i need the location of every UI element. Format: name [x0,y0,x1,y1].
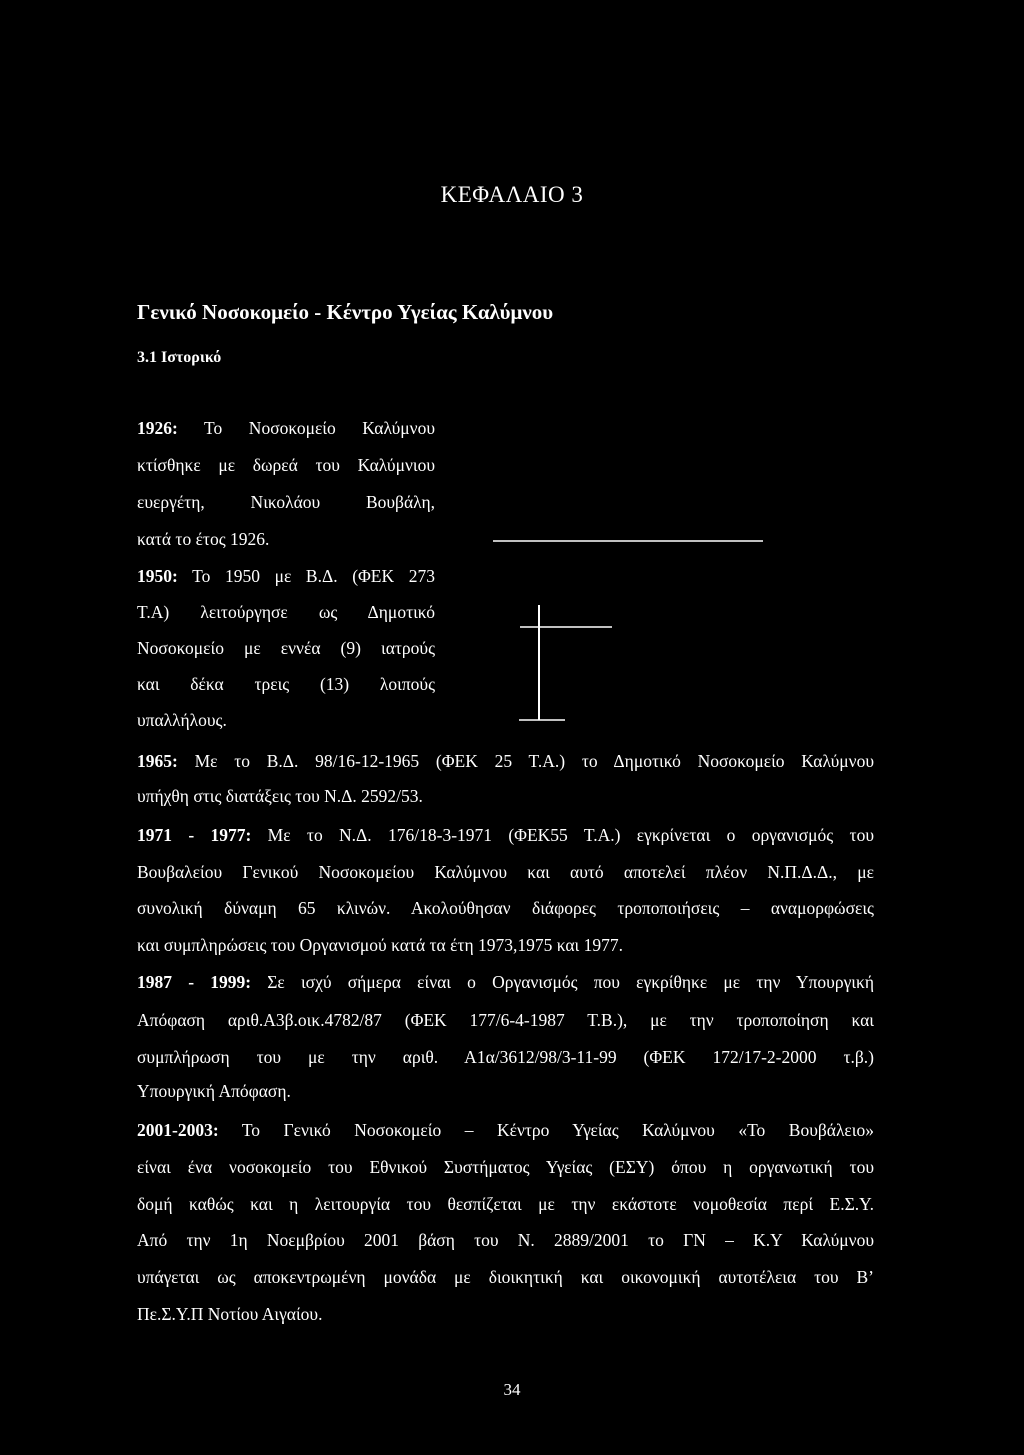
text-line: Τ.Α) λειτούργησε ως Δημοτικό [137,602,435,622]
text-line: συνολική δύναμη 65 κλινών. Ακολούθησαν διάφορες τροποποιήσεις – αναμορφώσεις [137,898,874,918]
text-line: 1965: Με το Β.Δ. 98/16-12-1965 (ΦΕΚ 25 Τ.Α.) το Δημοτικό Νοσοκομείο Καλύμνου [137,751,874,771]
text-line: 1971 - 1977: Με το Ν.Δ. 176/18-3-1971 (ΦΕΚ55 Τ.Α.) εγκρίνεται ο οργανισμός του [137,825,874,845]
text-line: 1987 - 1999: Σε ισχύ σήμερα είναι ο Οργανισμός που εγκρίθηκε με την Υπουργική [137,972,874,992]
text-line: υπαλλήλους. [137,710,227,730]
text-line: και συμπληρώσεις του Οργανισμού κατά τα έτη 1973,1975 και 1977. [137,935,624,955]
page-number: 34 [503,1380,521,1399]
text-line: υπήχθη στις διατάξεις του Ν.Δ. 2592/53. [137,786,423,806]
text-line: Νοσοκομείο με εννέα (9) ιατρούς [137,638,435,658]
text-line: κατά το έτος 1926. [137,529,270,549]
text-line: δομή καθώς και η λειτουργία του θεσπίζεται με την εκάστοτε νομοθεσία περί Ε.Σ.Υ. [137,1194,874,1214]
text-line: Υπουργική Απόφαση. [137,1081,291,1101]
text-line: ευεργέτη, Νικολάου Βουβάλη, [137,492,435,512]
section-title: Γενικό Νοσοκομείο - Κέντρο Υγείας Καλύμνου [137,300,554,324]
text-line: 1926: Το Νοσοκομείο Καλύμνου [137,418,435,438]
subsection-title: 3.1 Ιστορικό [137,349,222,366]
chapter-heading: ΚΕΦΑΛΑΙΟ 3 [440,182,584,207]
text-line: Βουβαλείου Γενικού Νοσοκομείου Καλύμνου και αυτό αποτελεί πλέον Ν.Π.Δ.Δ., με [137,862,874,882]
text-line: 1950: Το 1950 με Β.Δ. (ΦΕΚ 273 [137,566,435,586]
text-line: και δέκα τρεις (13) λοιπούς [137,674,435,694]
text-line: κτίσθηκε με δωρεά του Καλύμνιου [137,455,435,475]
text-line: είναι ένα νοσοκομείο του Εθνικού Συστήματος Υγείας (ΕΣΥ) όπου η οργανωτική του [137,1157,874,1177]
text-line: 2001-2003: Το Γενικό Νοσοκομείο – Κέντρο Υγείας Καλύμνου «Το Βουβάλειο» [137,1120,874,1140]
text-line: υπάγεται ως αποκεντρωμένη μονάδα με διοικητική και οικονομική αυτοτέλεια του Β’ [137,1267,874,1287]
text-line: Απόφαση αριθ.Α3β.οικ.4782/87 (ΦΕΚ 177/6-4-1987 Τ.Β.), με την τροποποίηση και [137,1010,874,1030]
text-line: Από την 1η Νοεμβρίου 2001 βάση του Ν. 2889/2001 το ΓΝ – Κ.Υ Καλύμνου [137,1230,874,1250]
text-line: Πε.Σ.Υ.Π Νοτίου Αιγαίου. [137,1304,323,1324]
text-line: συμπλήρωση του με την αριθ. Α1α/3612/98/3-11-99 (ΦΕΚ 172/17-2-2000 τ.β.) [137,1047,874,1067]
